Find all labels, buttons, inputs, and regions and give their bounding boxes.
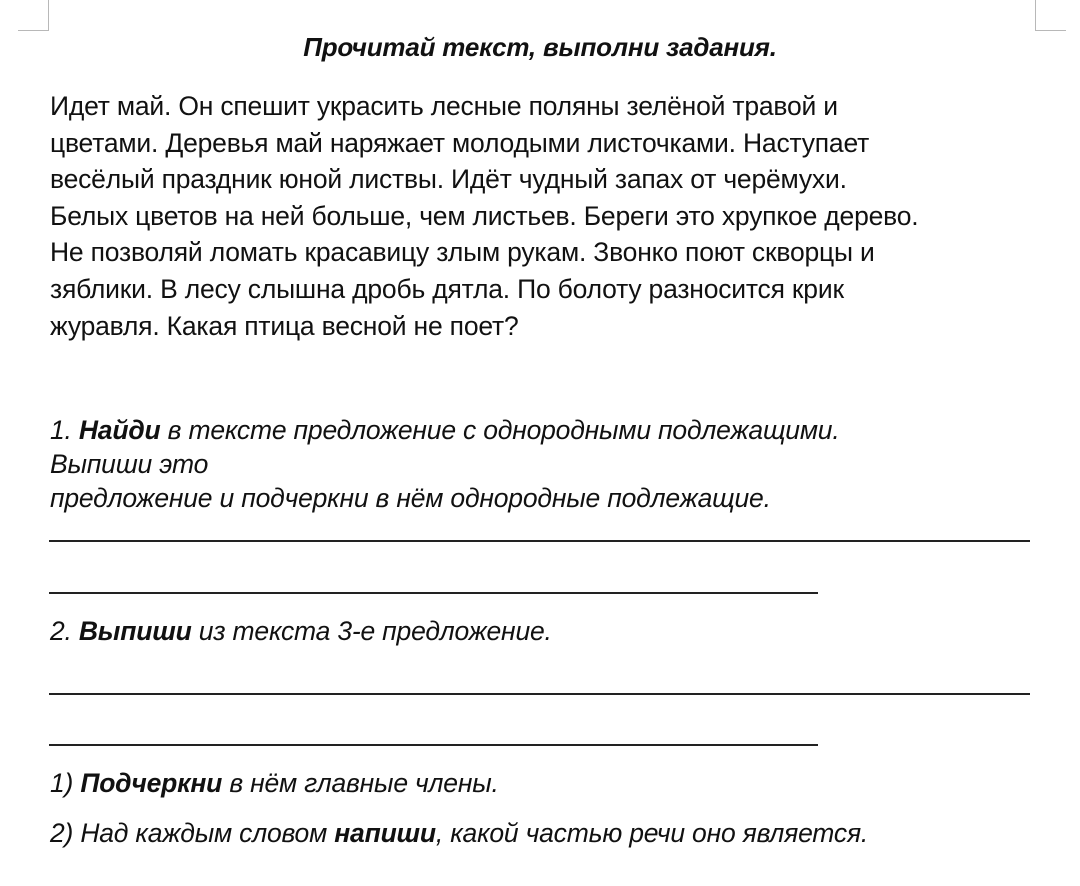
text-line: Идет май. Он спешит украсить лесные поляны зелёной травой и bbox=[50, 91, 838, 121]
answer-line[interactable] bbox=[49, 540, 1030, 542]
subtask-2-verb: напиши bbox=[334, 818, 436, 848]
answer-line[interactable] bbox=[49, 693, 1030, 695]
text-line: цветами. Деревья май наряжает молодыми листочками. Наступает bbox=[50, 127, 870, 158]
task-1-line-1 bbox=[50, 413, 840, 447]
text-line: весёлый праздник юной листвы. Идёт чудный запах от черёмухи. bbox=[50, 164, 847, 195]
task-1-text: в тексте предложение с однородными подлежащими. bbox=[160, 415, 840, 445]
page-corner-mark-left bbox=[18, 0, 49, 31]
subtask-1-number: 1) bbox=[50, 768, 81, 798]
subtask-2-text-after: , какой частью речи оно является. bbox=[435, 818, 869, 848]
text-line: журавля. Какая птица весной не поет? bbox=[50, 310, 519, 341]
task-1 bbox=[50, 413, 840, 515]
task-1-verb: Найди bbox=[78, 415, 161, 445]
task-2-text: из текста 3-е предложение. bbox=[191, 616, 552, 646]
answer-line[interactable] bbox=[49, 592, 818, 594]
subtask-1 bbox=[50, 768, 499, 799]
text-line: зяблики. В лесу слышна дробь дятла. По болоту разносится крик bbox=[50, 273, 844, 304]
page-title: Прочитай текст, выполни задания. bbox=[303, 32, 777, 62]
task-2 bbox=[50, 616, 552, 647]
page-corner-mark-right bbox=[1035, 0, 1066, 31]
answer-line[interactable] bbox=[49, 744, 818, 746]
text-line: Белых цветов на ней больше, чем листьев. Береги это хрупкое дерево. bbox=[50, 200, 919, 231]
reading-text bbox=[50, 88, 1050, 344]
subtask-1-text: в нём главные члены. bbox=[222, 768, 499, 798]
subtask-2 bbox=[50, 818, 868, 849]
subtask-1-verb: Подчеркни bbox=[80, 768, 223, 798]
task-1-line-3: предложение и подчеркни в нём однородные подлежащие. bbox=[50, 483, 771, 513]
task-1-number: 1. bbox=[50, 415, 79, 445]
task-2-verb: Выпиши bbox=[78, 616, 192, 646]
task-1-line-2: Выпиши это bbox=[50, 449, 209, 479]
subtask-2-text-before: 2) Над каждым словом bbox=[50, 818, 335, 848]
task-2-number: 2. bbox=[50, 616, 79, 646]
text-line: Не позволяй ломать красавицу злым рукам. Звонко поют скворцы и bbox=[50, 237, 875, 268]
